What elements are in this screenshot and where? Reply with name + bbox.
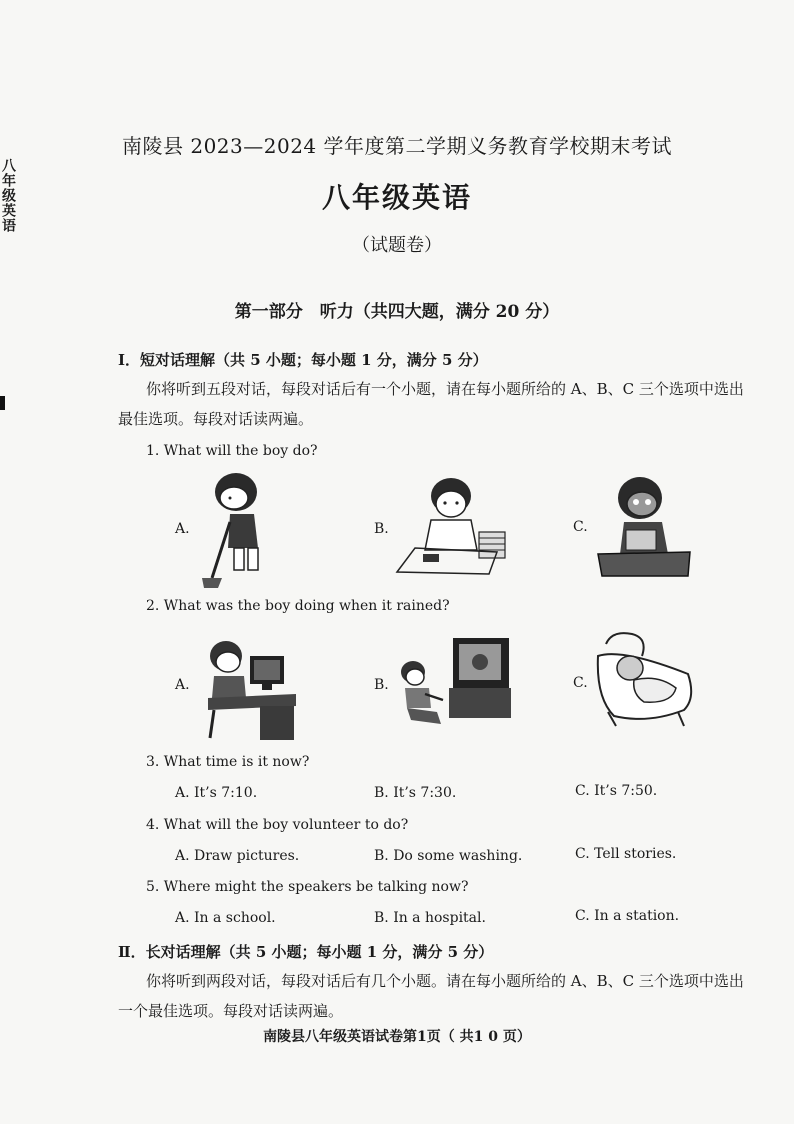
q3-option-a: A. It’s 7:10.	[175, 785, 258, 801]
q3-option-c: C. It’s 7:50.	[575, 783, 658, 799]
part1-heading: 第一部分 听力（共四大题，满分 20 分）	[234, 302, 560, 322]
q1-option-b-label: B.	[374, 521, 389, 537]
q4-option-a: A. Draw pictures.	[175, 848, 300, 864]
section2-heading: Ⅱ．长对话理解（共 5 小题；每小题 1 分，满分 5 分）	[118, 943, 494, 961]
q4-option-b: B. Do some washing.	[374, 848, 523, 864]
side-label: 八年级英语	[0, 158, 16, 233]
subject-title: 八年级英语	[321, 181, 472, 214]
q1-option-c-label: C.	[573, 519, 588, 535]
q2-option-c-label: C.	[573, 675, 588, 691]
question-5-stem: 5. Where might the speakers be talking now?	[146, 879, 469, 895]
question-3-stem: 3. What time is it now?	[146, 754, 310, 770]
q3-option-b: B. It’s 7:30.	[374, 785, 457, 801]
q2-option-b-label: B.	[374, 677, 389, 693]
q4-option-c: C. Tell stories.	[575, 846, 677, 862]
boy-sweeping-picture	[200, 470, 275, 590]
boy-sleeping-picture	[592, 628, 702, 728]
question-1-stem: 1. What will the boy do?	[146, 443, 318, 459]
q5-option-a: A. In a school.	[175, 910, 276, 926]
boy-reading-picture	[393, 472, 513, 577]
question-4-stem: 4. What will the boy volunteer to do?	[146, 817, 409, 833]
binding-mark	[0, 396, 5, 410]
q1-option-a-label: A.	[175, 521, 190, 537]
boy-building-picture	[596, 472, 696, 577]
paper-type: （试题卷）	[352, 235, 442, 256]
boy-tv-picture	[397, 634, 512, 729]
section1-heading: Ⅰ．短对话理解（共 5 小题；每小题 1 分，满分 5 分）	[118, 351, 488, 369]
section1-instructions: 你将听到五段对话，每段对话后有一个小题，请在每小题所给的 A、B、C 三个选项中选出最佳选项。每段对话读两遍。	[118, 380, 744, 428]
exam-title: 南陵县 2023—2024 学年度第二学期义务教育学校期末考试	[121, 134, 672, 158]
section2-instructions: 你将听到两段对话，每段对话后有几个小题。请在每小题所给的 A、B、C 三个选项中选出一个最佳选项。每段对话读两遍。	[118, 972, 744, 1020]
q2-option-a-label: A.	[175, 677, 190, 693]
q5-option-b: B. In a hospital.	[374, 910, 486, 926]
page-footer: 南陵县八年级英语试卷第1页（ 共1 0 页）	[263, 1029, 531, 1045]
question-2-stem: 2. What was the boy doing when it rained?	[146, 598, 450, 614]
boy-computer-picture	[200, 632, 300, 742]
q5-option-c: C. In a station.	[575, 908, 680, 924]
